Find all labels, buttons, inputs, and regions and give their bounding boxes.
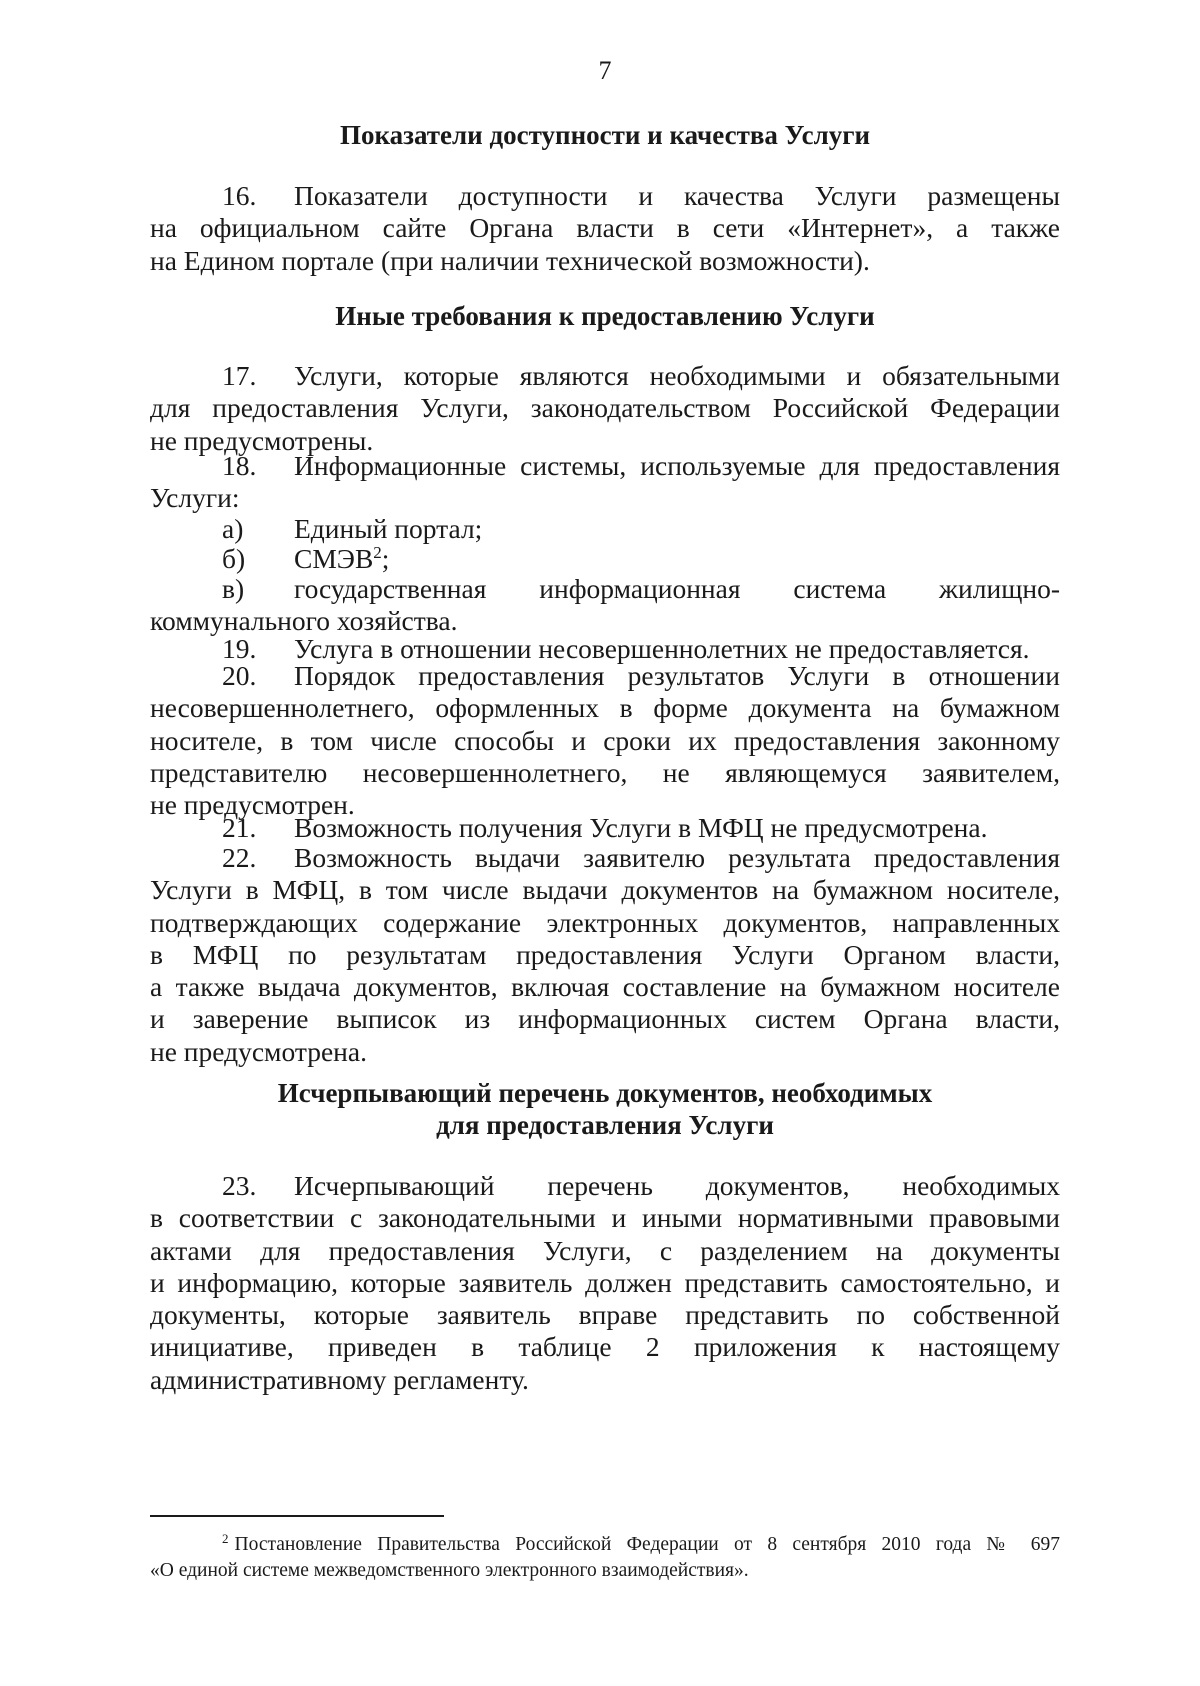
- paragraph-line: представителю несовершеннолетнего, не являющемуся заявителем,: [150, 756, 1060, 788]
- paragraph-16: [150, 180, 1060, 277]
- footnote: [150, 1532, 1060, 1584]
- footnote-line: Постановление Правительства Российской Федерации от 8 сентября 2010 года № 697: [234, 1534, 1060, 1555]
- paragraph-line: в соответствии с законодательными и иными нормативными правовыми: [150, 1202, 1060, 1234]
- paragraph-line: административному регламенту.: [150, 1363, 529, 1395]
- paragraph-line: Исчерпывающий перечень документов, необходимых: [294, 1170, 1060, 1201]
- section-heading: [150, 1077, 1060, 1141]
- heading-text-line: Исчерпывающий перечень документов, необходимых: [277, 1078, 933, 1108]
- list-marker: в): [222, 573, 245, 604]
- paragraph-line: Порядок предоставления результатов Услуги в отношении: [294, 660, 1060, 691]
- paragraph-line: несовершеннолетнего, оформленных в форме документа на бумажном: [150, 692, 1060, 724]
- paragraph-line: актами для предоставления Услуги, с разделением на документы: [150, 1234, 1060, 1266]
- footnote-separator: [150, 1515, 444, 1517]
- paragraph-line: подтверждающих содержание электронных документов, направленных: [150, 906, 1060, 938]
- paragraph-line: для предоставления Услуги, законодательством Российской Федерации: [150, 392, 1060, 424]
- paragraph-line: Услуги в МФЦ, в том числе выдачи документов на бумажном носителе,: [150, 874, 1060, 906]
- list-item-c: [150, 573, 1060, 638]
- paragraph-line: на Едином портале (при наличии технической возможности).: [150, 244, 870, 276]
- heading-text-line: для предоставления Услуги: [436, 1110, 774, 1140]
- paragraph-23: [150, 1170, 1060, 1396]
- list-item-text: СМЭВ: [294, 543, 374, 574]
- paragraph-line: Возможность выдачи заявителю результата предоставления: [294, 842, 1060, 873]
- paragraph-line: не предусмотрены.: [150, 424, 374, 456]
- paragraph-line: Показатели доступности и качества Услуги размещены: [294, 180, 1060, 211]
- paragraph-number: 23.: [222, 1170, 257, 1201]
- paragraph-line: не предусмотрена.: [150, 1035, 367, 1067]
- list-item-a: [150, 513, 1060, 545]
- heading-text: Иные требования к предоставлению Услуги: [335, 301, 875, 331]
- paragraph-line: не предусмотрен.: [150, 789, 355, 821]
- paragraph-line: на официальном сайте Органа власти в сети «Интернет», а также: [150, 212, 1060, 244]
- paragraph-line: и заверение выписок из информационных систем Органа власти,: [150, 1003, 1060, 1035]
- paragraph-line: носителе, в том числе способы и сроки их предоставления законному: [150, 724, 1060, 756]
- paragraph-line: в МФЦ по результатам предоставления Услуги Органом власти,: [150, 938, 1060, 970]
- paragraph-line: Услуга в отношении несовершеннолетних не предоставляется.: [294, 633, 1030, 664]
- page-number: 7: [598, 56, 612, 85]
- paragraph-line: а также выдача документов, включая составление на бумажном носителе: [150, 971, 1060, 1003]
- heading-text: Показатели доступности и качества Услуги: [339, 120, 871, 150]
- paragraph-line: Информационные системы, используемые для предоставления: [294, 450, 1060, 481]
- paragraph-number: 19.: [222, 633, 257, 664]
- paragraph-number: 18.: [222, 450, 257, 481]
- paragraph-line: Возможность получения Услуги в МФЦ не предусмотрена.: [294, 812, 988, 843]
- list-marker: б): [222, 543, 246, 574]
- paragraph-line: документы, которые заявитель вправе представить по собственной: [150, 1299, 1060, 1331]
- paragraph-line: инициативе, приведен в таблице 2 приложения к настоящему: [150, 1331, 1060, 1363]
- paragraph-line: Услуги, которые являются необходимыми и обязательными: [294, 360, 1060, 391]
- paragraph-22: [150, 842, 1060, 1068]
- paragraph-number: 17.: [222, 360, 257, 391]
- paragraph-18: [150, 450, 1060, 515]
- footnote-marker: 2: [222, 1530, 229, 1546]
- list-item-text: Единый портал;: [294, 513, 483, 544]
- list-item-text: государственная информационная система жилищно-: [294, 573, 1060, 604]
- footnote-line: «О единой системе межведомственного электронного взаимодействия».: [150, 1560, 749, 1581]
- paragraph-number: 20.: [222, 660, 257, 691]
- paragraph-line: и информацию, которые заявитель должен представить самостоятельно, и: [150, 1266, 1060, 1298]
- paragraph-number: 22.: [222, 842, 257, 873]
- list-item-text: коммунального хозяйства.: [150, 605, 458, 637]
- footnote-reference: 2: [373, 542, 382, 562]
- paragraph-line: Услуги:: [150, 482, 240, 514]
- paragraph-number: 21.: [222, 812, 257, 843]
- list-marker: а): [222, 513, 244, 544]
- section-heading: [150, 119, 1060, 151]
- paragraph-17: [150, 360, 1060, 457]
- list-item-punctuation: ;: [381, 543, 390, 574]
- list-item-b: [150, 543, 1060, 575]
- paragraph-21: [150, 812, 1060, 844]
- paragraph-20: [150, 660, 1060, 821]
- paragraph-number: 16.: [222, 180, 257, 211]
- section-heading: [150, 300, 1060, 332]
